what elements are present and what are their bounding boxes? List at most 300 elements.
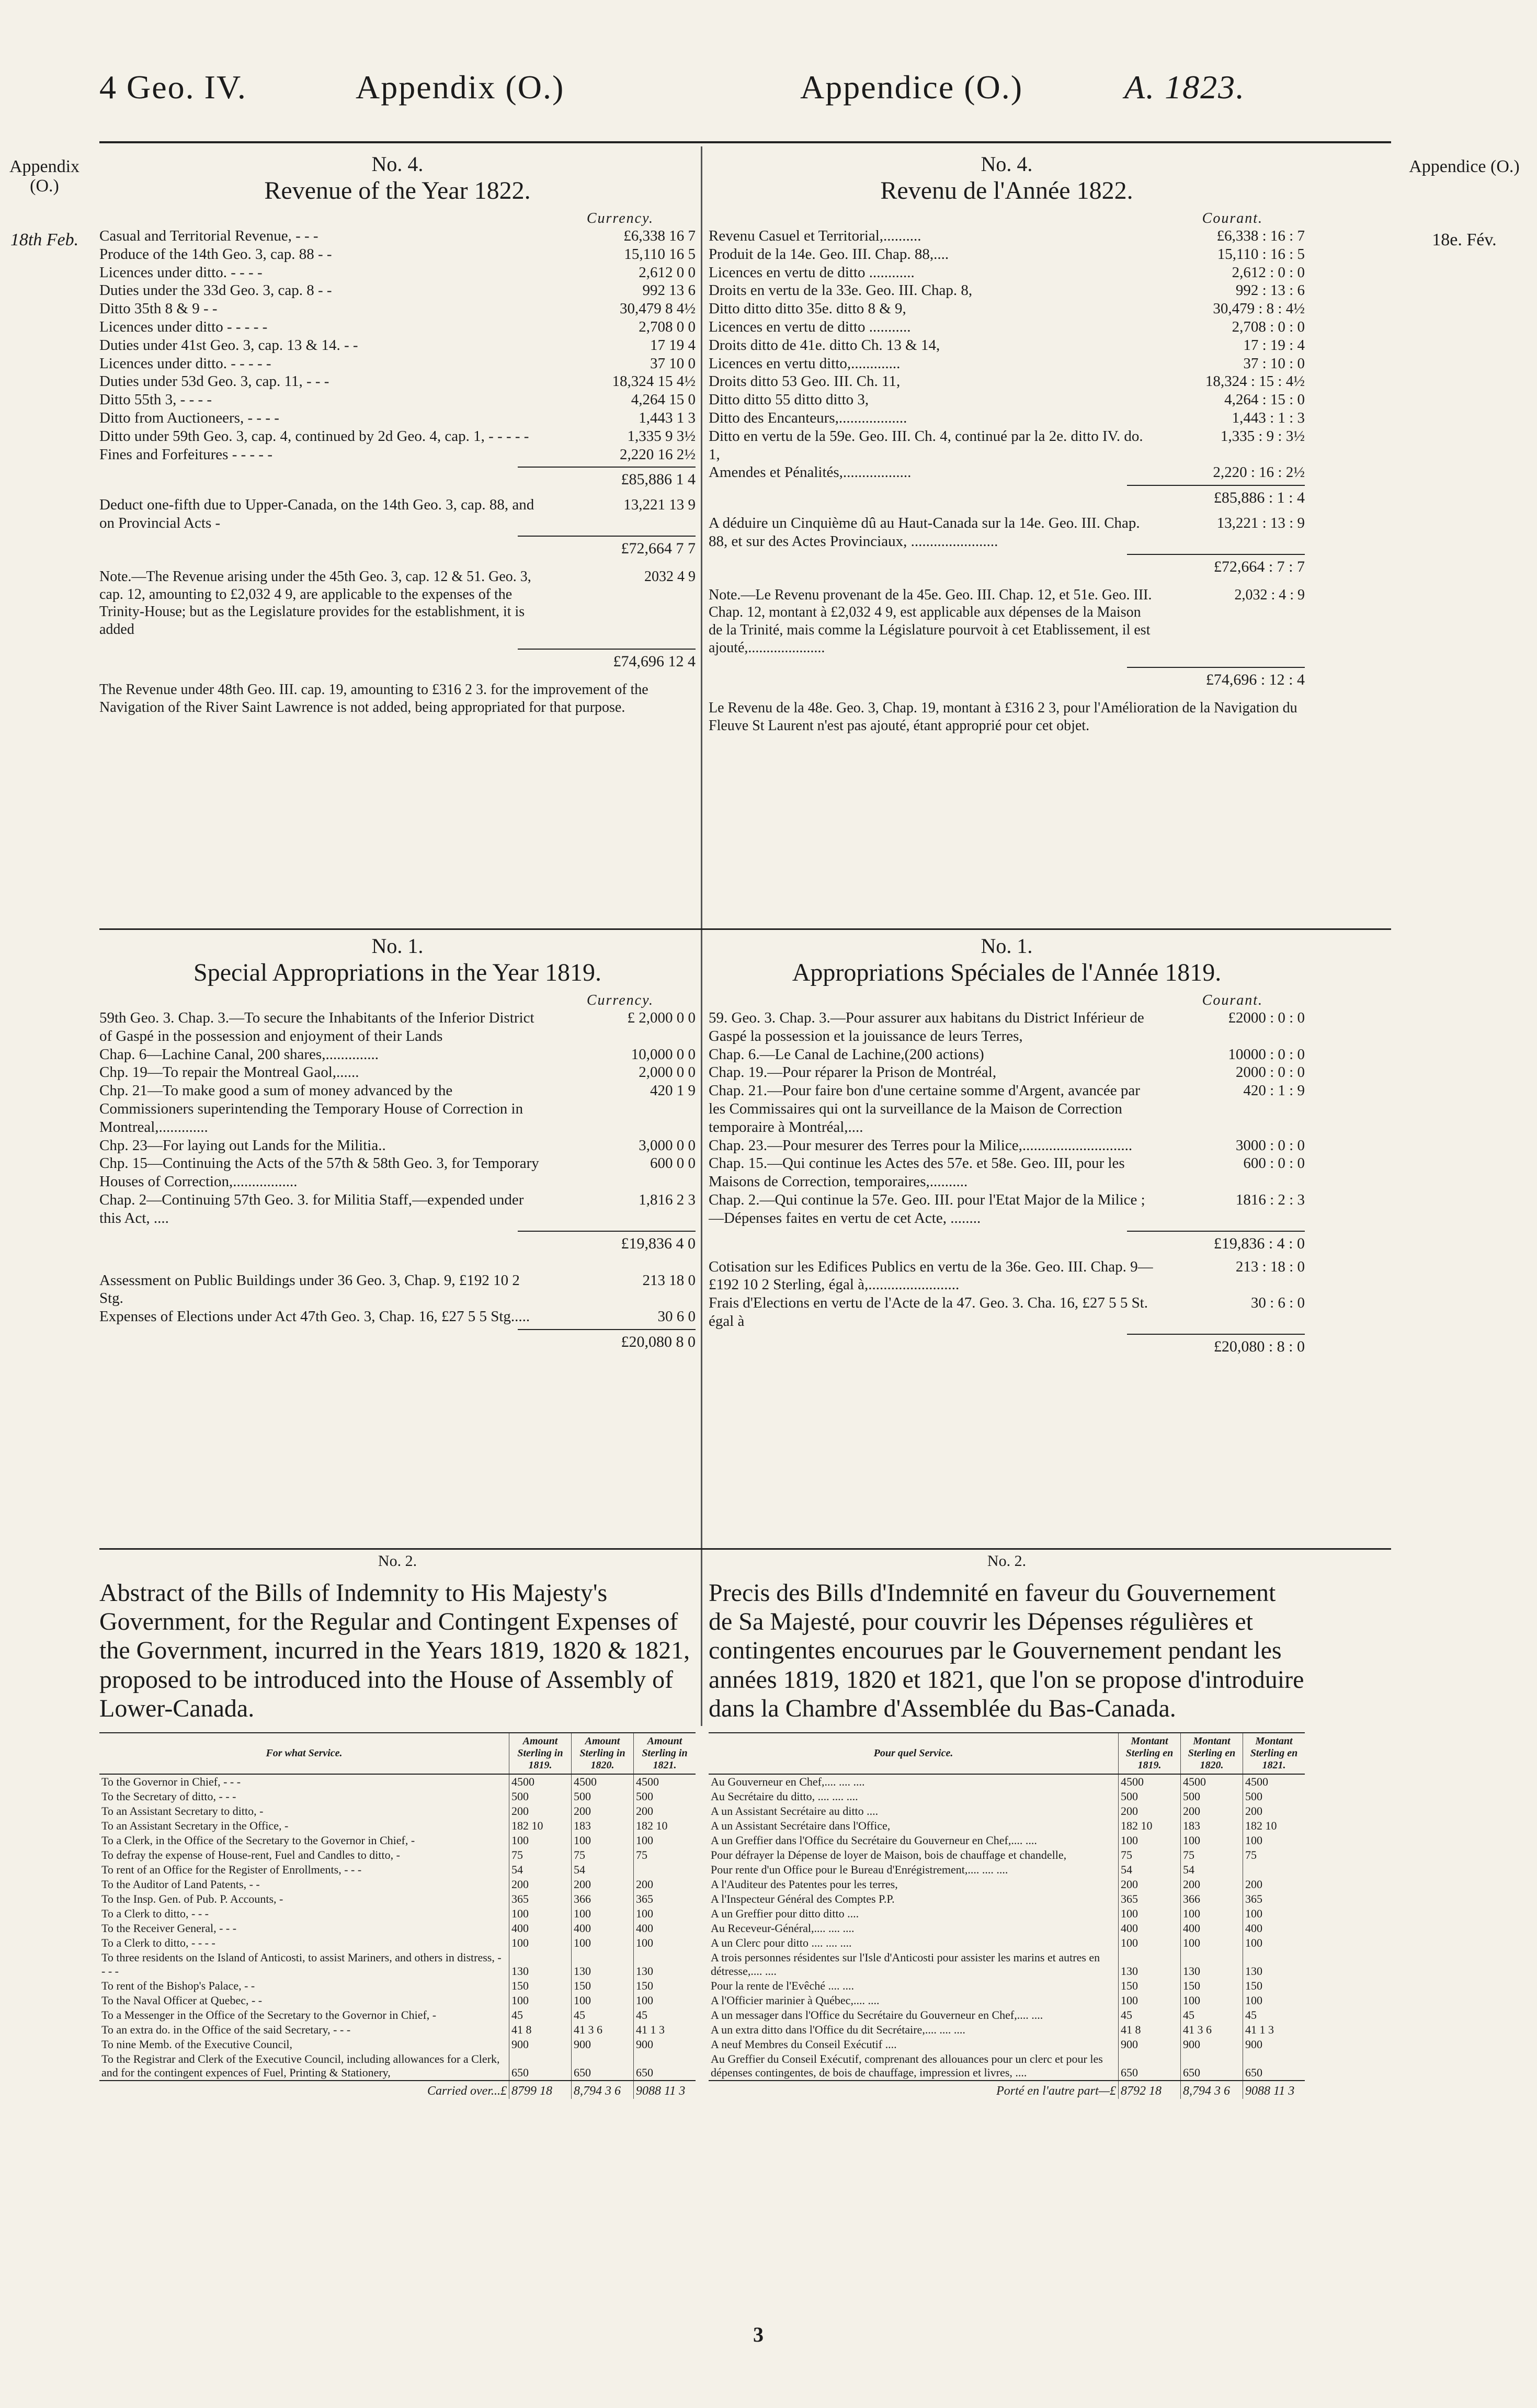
table-row [99, 1877, 696, 1892]
cell-1819: 900 [509, 2037, 572, 2052]
cell-1821: 75 [634, 1848, 696, 1862]
row-amount: 2,612 0 0 [639, 264, 696, 281]
table-row [709, 336, 1305, 355]
cell-1819: 75 [509, 1848, 572, 1862]
row-label: Duties under 53d Geo. 3, cap. 11, - - - [99, 373, 329, 390]
cell-1820: 75 [572, 1848, 634, 1862]
cell-1819: 400 [509, 1921, 572, 1936]
row-amount: 30 : 6 : 0 [1250, 1294, 1305, 1312]
note-text: Note.—Le Revenu provenant de la 45e. Geo. III. Chap. 12, et 51e. Geo. III. Chap. 12, montant à £2,032 4 9, est applicable aux dépenses de la Maison de la Trinité, mais comme la Législature pourvoit à cet Etablissement, il est ajouté,..................... [709, 586, 1152, 656]
cell-1820: 650 [1181, 2052, 1243, 2081]
revenue-en [99, 152, 696, 717]
cell-1820: 100 [1181, 1993, 1243, 2008]
cell-1821: 41 1 3 [1243, 2023, 1305, 2037]
revenue-total: £85,886 1 4 [518, 467, 696, 489]
row-label: Licences en vertu de ditto ........... [709, 318, 911, 335]
header-title-en: Appendix (O.) [356, 69, 565, 106]
col-1819: Montant Sterling en 1819. [1119, 1733, 1181, 1774]
table-row [99, 446, 696, 464]
row-amount: 2000 : 0 : 0 [1235, 1064, 1305, 1081]
table-row [709, 1833, 1305, 1848]
revenue-net: £72,664 7 7 [518, 536, 696, 558]
cell-service: A un Greffier pour ditto ditto .... [711, 1906, 859, 1920]
cell-1821: 100 [634, 1906, 696, 1921]
bills-fr [709, 1552, 1305, 2099]
row-label: Ditto des Encanteurs,.................. [709, 409, 907, 426]
cell-1819: 650 [1119, 2052, 1181, 2081]
carried-1821: 9088 11 3 [634, 2081, 696, 2099]
section-title: Revenue of the Year 1822. [264, 177, 531, 205]
cell-1820: 200 [1181, 1804, 1243, 1819]
cell-1820: 400 [1181, 1921, 1243, 1936]
row-label: Licences under ditto. - - - - [99, 264, 263, 281]
cell-1819: 100 [1119, 1833, 1181, 1848]
extra-row [99, 1308, 696, 1326]
cell-1819: 182 10 [1119, 1819, 1181, 1833]
currency-label: Courant. [1202, 210, 1263, 226]
row-amount: 992 : 13 : 6 [1235, 282, 1305, 299]
row-amount: 420 1 9 [650, 1082, 696, 1099]
cell-1820: 650 [572, 2052, 634, 2081]
table-row [709, 2037, 1305, 2052]
section-title: Revenu de l'Année 1822. [880, 177, 1133, 205]
cell-1821: 100 [1243, 1906, 1305, 1921]
row-amount: £ 2,000 0 0 [627, 1009, 696, 1026]
cell-service: To the Auditor of Land Patents, - - [101, 1877, 260, 1891]
table-row [709, 1009, 1305, 1046]
cell-1821: 900 [634, 2037, 696, 2052]
row-amount: 18,324 : 15 : 4½ [1205, 373, 1305, 390]
row-amount: 17 19 4 [650, 336, 696, 354]
row-amount: 600 : 0 : 0 [1243, 1155, 1305, 1172]
cell-1821: 400 [1243, 1921, 1305, 1936]
cell-service: A l'Officier marinier à Québec,.... .... [711, 1993, 880, 2007]
cell-1819: 100 [1119, 1993, 1181, 2008]
table-row [99, 300, 696, 318]
cell-1821: 100 [1243, 1993, 1305, 2008]
row-label: Licences under ditto. - - - - - [99, 355, 271, 372]
cell-service: To the Registrar and Clerk of the Executive Council, including allowances for a Clerk, and for the contingent expences of Fuel, Printing & Stationery, [101, 2052, 500, 2079]
cell-1819: 100 [509, 1993, 572, 2008]
table-row [709, 1862, 1305, 1877]
cell-1819: 400 [1119, 1921, 1181, 1936]
table-row [99, 409, 696, 427]
table-row [709, 300, 1305, 318]
cell-1819: 650 [509, 2052, 572, 2081]
carried-1820: 8,794 3 6 [572, 2081, 634, 2099]
table-row [709, 1950, 1305, 1979]
cell-service: To an Assistant Secretary in the Office, - [101, 1819, 289, 1832]
row-amount: 600 0 0 [650, 1155, 696, 1172]
cell-1821: 200 [1243, 1877, 1305, 1892]
row-amount: 1,335 9 3½ [627, 427, 696, 445]
table-row [99, 245, 696, 264]
cell-service: To an Assistant Secretary to ditto, - [101, 1804, 264, 1818]
table-row [709, 1191, 1305, 1228]
table-row [709, 281, 1305, 300]
table-row [99, 336, 696, 355]
cell-service: Pour défrayer la Dépense de loyer de Maison, bois de chauffage et chandelle, [711, 1848, 1067, 1861]
table-row [709, 1082, 1305, 1136]
carried-label: Porté en l'autre part—£ [709, 2081, 1119, 2099]
deduct-row [709, 514, 1305, 551]
table-row [99, 227, 696, 245]
cell-1819: 365 [1119, 1892, 1181, 1906]
table-row [709, 1789, 1305, 1804]
row-label: Droits en vertu de la 33e. Geo. III. Chap. 8, [709, 282, 973, 299]
cell-1821 [1243, 1862, 1305, 1877]
col-service: Pour quel Service. [709, 1733, 1119, 1774]
cell-1820: 183 [1181, 1819, 1243, 1833]
deduct-text: Deduct one-fifth due to Upper-Canada, on the 14th Geo. 3, cap. 88, and on Provincial Acts - [99, 496, 534, 532]
cell-1821: 75 [1243, 1848, 1305, 1862]
row-amount: 2,220 16 2½ [620, 446, 696, 463]
table-row [99, 1848, 696, 1862]
table-row [709, 1848, 1305, 1862]
row-amount: 2,612 : 0 : 0 [1232, 264, 1305, 281]
row-label: Produce of the 14th Geo. 3, cap. 88 - - [99, 245, 332, 263]
row-label: Assessment on Public Buildings under 36 Geo. 3, Chap. 9, £192 10 2 Stg. [99, 1271, 520, 1307]
note-text: Note.—The Revenue arising under the 45th Geo. 3, cap. 12 & 51. Geo. 3, cap. 12, amounting to £2,032 4 9, are applicable to the expenses of the Trinity-House; but as the Legislature provides for the establishment, it is added [99, 568, 531, 638]
cell-1821: 500 [634, 1789, 696, 1804]
carried-over-row [99, 2081, 696, 2099]
cell-1820: 41 3 6 [1181, 2023, 1243, 2037]
row-amount: 10000 : 0 : 0 [1228, 1046, 1305, 1063]
table-row [99, 1082, 696, 1136]
cell-1819: 150 [509, 1979, 572, 1993]
revenue-total: £85,886 : 1 : 4 [1127, 485, 1305, 507]
margin-left-date: 18th Feb. [10, 230, 79, 249]
table-row [99, 281, 696, 300]
cell-1820: 200 [572, 1877, 634, 1892]
col-1821: Montant Sterling en 1821. [1243, 1733, 1305, 1774]
cell-service: To rent of an Office for the Register of Enrollments, - - - [101, 1862, 362, 1876]
revenue-fr [709, 152, 1305, 734]
revenue-net: £72,664 : 7 : 7 [1127, 554, 1305, 576]
cell-1819: 4500 [1119, 1774, 1181, 1789]
row-amount: 17 : 19 : 4 [1243, 336, 1305, 354]
extra-row [709, 1258, 1305, 1294]
cell-1821: 365 [634, 1892, 696, 1906]
row-label: Licences under ditto - - - - - [99, 318, 268, 335]
cell-service: To the Naval Officer at Quebec, - - [101, 1993, 263, 2007]
cell-1819: 365 [509, 1892, 572, 1906]
row-amount: 1,443 1 3 [639, 409, 696, 426]
table-row [709, 1906, 1305, 1921]
row-amount: 213 18 0 [642, 1271, 696, 1289]
row-label: 59th Geo. 3. Chap. 3.—To secure the Inhabitants of the Inferior District of Gaspé in the possession and enjoyment of their Lands [99, 1009, 534, 1044]
cell-1820: 100 [1181, 1906, 1243, 1921]
table-row [99, 1921, 696, 1936]
table-row [709, 1892, 1305, 1906]
cell-1821: 4500 [1243, 1774, 1305, 1789]
cell-1820: 4500 [1181, 1774, 1243, 1789]
table-header-row [99, 1733, 696, 1774]
row-label: Chap. 19.—Pour réparer la Prison de Montréal, [709, 1064, 997, 1081]
row-label: Chap. 21.—Pour faire bon d'une certaine somme d'Argent, avancée par les Commissaires qui ont la surveillance de la Maison de Correction temporaire à Montréal,.... [709, 1082, 1140, 1135]
table-row [99, 1191, 696, 1228]
cell-1820: 100 [572, 1993, 634, 2008]
appropriations-total: £20,080 : 8 : 0 [1127, 1334, 1305, 1356]
cell-service: To a Clerk, in the Office of the Secretary to the Governor in Chief, - [101, 1833, 415, 1847]
appropriations-subtotal: £19,836 4 0 [518, 1231, 696, 1253]
row-label: Chap. 6—Lachine Canal, 200 shares,.............. [99, 1046, 379, 1063]
cell-1819: 200 [509, 1804, 572, 1819]
row-amount: 1816 : 2 : 3 [1235, 1191, 1305, 1208]
appropriations-total: £20,080 8 0 [518, 1329, 696, 1351]
section-number: No. 4. [371, 152, 424, 176]
table-row [99, 264, 696, 282]
cell-1821: 130 [634, 1950, 696, 1979]
row-label: Chap. 23.—Pour mesurer des Terres pour la Milice,............................. [709, 1137, 1133, 1154]
cell-1819: 100 [509, 1906, 572, 1921]
cell-service: To nine Memb. of the Executive Council, [101, 2037, 293, 2051]
row-label: Chap. 2.—Qui continue la 57e. Geo. III. pour l'Etat Major de la Milice ;—Dépenses faites en vertu de cet Acte, ........ [709, 1191, 1145, 1226]
table-row [99, 1979, 696, 1993]
row-amount: 15,110 : 16 : 5 [1217, 245, 1305, 263]
cell-1819: 41 8 [509, 2023, 572, 2037]
table-row [99, 1804, 696, 1819]
cell-service: Au Greffier du Conseil Exécutif, comprenant des allouances pour un clerc et pour les dépenses contingentes, de bois de chauffage, impression et livres, .... [711, 2052, 1103, 2079]
cell-1819: 54 [1119, 1862, 1181, 1877]
cell-1821: 200 [1243, 1804, 1305, 1819]
note-row [709, 586, 1305, 656]
table-row [709, 1774, 1305, 1789]
row-amount: 2,708 0 0 [639, 318, 696, 335]
table-row [709, 427, 1305, 464]
cell-1819: 75 [1119, 1848, 1181, 1862]
bills-abstract: Abstract of the Bills of Indemnity to His Majesty's Government, for the Regular and Contingent Expenses of the Government, incurred in the Years 1819, 1820 & 1821, proposed to be introduced into the House of Assembly of Lower-Canada. [99, 1579, 690, 1722]
row-amount: 3000 : 0 : 0 [1235, 1137, 1305, 1154]
note-amount: 2032 4 9 [644, 568, 696, 585]
carried-1821: 9088 11 3 [1243, 2081, 1305, 2099]
cell-1820: 54 [572, 1862, 634, 1877]
deduct-amount: 13,221 : 13 : 9 [1216, 515, 1305, 532]
cell-service: To the Insp. Gen. of Pub. P. Accounts, - [101, 1892, 283, 1905]
cell-1821: 100 [1243, 1833, 1305, 1848]
row-amount: 2,000 0 0 [639, 1064, 696, 1081]
revenue-footnote: Le Revenu de la 48e. Geo. 3, Chap. 19, montant à £316 2 3, pour l'Amélioration de la Navigation du Fleuve St Laurent n'est pas ajouté, étant approprié pour cet objet. [709, 700, 1297, 734]
table-row [709, 2052, 1305, 2081]
table-row [709, 1921, 1305, 1936]
table-row [99, 1154, 696, 1191]
cell-1821: 4500 [634, 1774, 696, 1789]
bills-table [99, 1732, 696, 2099]
table-row [709, 1154, 1305, 1191]
table-row [99, 2023, 696, 2037]
table-row [709, 1137, 1305, 1155]
revenue-grand-total: £74,696 12 4 [518, 649, 696, 671]
cell-service: To a Clerk to ditto, - - - [101, 1906, 209, 1920]
cell-1821: 45 [1243, 2008, 1305, 2023]
cell-1821: 650 [1243, 2052, 1305, 2081]
cell-1819: 182 10 [509, 1819, 572, 1833]
cell-1820: 900 [572, 2037, 634, 2052]
row-label: Ditto ditto 55 ditto ditto 3, [709, 391, 869, 408]
cell-service: A un Greffier dans l'Office du Secrétaire du Gouverneur en Chef,.... .... [711, 1833, 1037, 1847]
cell-service: A un Assistant Secrétaire au ditto .... [711, 1804, 879, 1818]
carried-1819: 8799 18 [509, 2081, 572, 2099]
header-title-fr: Appendice (O.) [800, 69, 1023, 106]
margin-right-date: 18e. Fév. [1432, 230, 1497, 249]
cell-service: A l'Inspecteur Général des Comptes P.P. [711, 1892, 895, 1905]
cell-1820: 130 [1181, 1950, 1243, 1979]
row-label: Ditto ditto ditto 35e. ditto 8 & 9, [709, 300, 906, 317]
cell-service: To the Governor in Chief, - - - [101, 1775, 241, 1788]
cell-1819: 100 [509, 1833, 572, 1848]
table-row [709, 1046, 1305, 1064]
cell-service: To the Receiver General, - - - [101, 1921, 237, 1935]
table-row [709, 372, 1305, 391]
cell-1820: 150 [572, 1979, 634, 1993]
row-label: Ditto under 59th Geo. 3, cap. 4, continued by 2d Geo. 4, cap. 1, - - - - - [99, 427, 529, 445]
row-label: Ditto 55th 3, - - - - [99, 391, 212, 408]
table-row [709, 245, 1305, 264]
table-row [709, 409, 1305, 427]
cell-service: To three residents on the Island of Anticosti, to assist Mariners, and others in distress, - - - - [101, 1950, 502, 1978]
row-label: Licences en vertu ditto,............. [709, 355, 901, 372]
table-row [99, 1063, 696, 1082]
row-amount: 10,000 0 0 [631, 1046, 696, 1063]
table-row [709, 1804, 1305, 1819]
bills-en [99, 1552, 696, 2099]
table-row [99, 1906, 696, 1921]
carried-over-row [709, 2081, 1305, 2099]
cell-service: Au Receveur-Général,.... .... .... [711, 1921, 855, 1935]
row-amount: 18,324 15 4½ [612, 373, 696, 390]
row-label: Cotisation sur les Edifices Publics en vertu de la 36e. Geo. III. Chap. 9—£192 10 2 Sterling, égal à,........................ [709, 1258, 1153, 1293]
section-rule [99, 928, 1391, 930]
cell-1819: 200 [1119, 1877, 1181, 1892]
note-amount: 2,032 : 4 : 9 [1234, 586, 1305, 603]
cell-service: To rent of the Bishop's Palace, - - [101, 1979, 255, 1992]
carried-1820: 8,794 3 6 [1181, 2081, 1243, 2099]
cell-service: A un Clerc pour ditto .... .... .... [711, 1936, 852, 1949]
row-label: Casual and Territorial Revenue, - - - [99, 228, 318, 244]
table-row [709, 1063, 1305, 1082]
cell-1821: 45 [634, 2008, 696, 2023]
table-row [99, 1774, 696, 1789]
table-row [709, 1979, 1305, 1993]
cell-1819: 130 [509, 1950, 572, 1979]
cell-1819: 45 [509, 2008, 572, 2023]
cell-1820: 900 [1181, 2037, 1243, 2052]
table-row [709, 2008, 1305, 2023]
cell-service: To a Messenger in the Office of the Secretary to the Governor in Chief, - [101, 2008, 437, 2021]
revenue-rows [99, 227, 696, 463]
table-row [99, 1936, 696, 1950]
row-label: Droits ditto de 41e. ditto Ch. 13 & 14, [709, 336, 940, 354]
cell-1821 [634, 1862, 696, 1877]
revenue-grand-total: £74,696 : 12 : 4 [1127, 667, 1305, 689]
row-label: Produit de la 14e. Geo. III. Chap. 88,.... [709, 245, 949, 263]
cell-1819: 45 [1119, 2008, 1181, 2023]
row-label: Ditto 35th 8 & 9 - - [99, 300, 218, 317]
table-row [709, 1936, 1305, 1950]
row-amount: 4,264 : 15 : 0 [1224, 391, 1305, 408]
cell-1820: 366 [572, 1892, 634, 1906]
cell-1820: 183 [572, 1819, 634, 1833]
row-label: Revenu Casuel et Territorial,.......... [709, 228, 921, 244]
section-title: Appropriations Spéciales de l'Année 1819. [792, 959, 1222, 986]
cell-1821: 41 1 3 [634, 2023, 696, 2037]
table-row [99, 1993, 696, 2008]
row-amount: 2,220 : 16 : 2½ [1213, 464, 1305, 481]
table-row [709, 1819, 1305, 1833]
cell-1820: 366 [1181, 1892, 1243, 1906]
row-label: Licences en vertu de ditto ............ [709, 264, 915, 281]
currency-label: Currency. [586, 992, 654, 1008]
cell-1819: 200 [1119, 1804, 1181, 1819]
table-row [99, 1862, 696, 1877]
cell-1821: 100 [634, 1993, 696, 2008]
deduct-amount: 13,221 13 9 [623, 496, 696, 514]
cell-1821: 365 [1243, 1892, 1305, 1906]
table-row [99, 427, 696, 446]
row-amount: 992 13 6 [642, 282, 696, 299]
appropriations-en [99, 934, 696, 1351]
margin-right-label: Appendice (O.) [1409, 157, 1520, 176]
row-amount: 3,000 0 0 [639, 1137, 696, 1154]
cell-service: A un extra ditto dans l'Office du dit Secrétaire,.... .... .... [711, 2023, 965, 2036]
row-amount: 1,443 : 1 : 3 [1232, 409, 1305, 426]
table-row [709, 264, 1305, 282]
cell-1820: 54 [1181, 1862, 1243, 1877]
cell-1819: 41 8 [1119, 2023, 1181, 2037]
table-row [709, 2023, 1305, 2037]
row-amount: £6,338 16 7 [623, 228, 696, 244]
table-row [99, 1892, 696, 1906]
table-row [99, 355, 696, 373]
header-year: A. 1823. [1124, 69, 1246, 106]
deduct-text: A déduire un Cinquième dû au Haut-Canada sur la 14e. Geo. III. Chap. 88, et sur des Actes Provinciaux, ....................... [709, 515, 1140, 550]
row-label: Chap. 15.—Qui continue les Actes des 57e. et 58e. Geo. III, pour les Maisons de Correction, temporaires,.......... [709, 1155, 1125, 1190]
table-row [99, 2052, 696, 2081]
table-row [99, 318, 696, 336]
table-row [709, 463, 1305, 482]
cell-1819: 130 [1119, 1950, 1181, 1979]
table-row [99, 1009, 696, 1046]
row-label: Amendes et Pénalités,.................. [709, 464, 912, 481]
bills-abstract: Precis des Bills d'Indemnité en faveur du Gouvernement de Sa Majesté, pour couvrir les Dépenses régulières et contingentes encourues par le Gouvernement pendant les années 1819, 1820 et 1821, que l'on se propose d'introduire dans la Chambre d'Assemblée du Bas-Canada. [709, 1579, 1304, 1722]
cell-1821: 100 [634, 1833, 696, 1848]
row-amount: 1,816 2 3 [639, 1191, 696, 1208]
row-amount: £2000 : 0 : 0 [1228, 1009, 1305, 1026]
table-row [709, 1877, 1305, 1892]
row-amount: 420 : 1 : 9 [1243, 1082, 1305, 1099]
table-row [99, 1137, 696, 1155]
table-row [709, 1993, 1305, 2008]
col-1819: Amount Sterling in 1819. [509, 1733, 572, 1774]
appropriations-fr [709, 934, 1305, 1356]
table-row [99, 1950, 696, 1979]
cell-1820: 500 [1181, 1789, 1243, 1804]
cell-1820: 200 [1181, 1877, 1243, 1892]
cell-1819: 900 [1119, 2037, 1181, 2052]
extra-row [709, 1294, 1305, 1331]
row-label: Droits ditto 53 Geo. III. Ch. 11, [709, 373, 901, 390]
cell-service: To the Secretary of ditto, - - - [101, 1789, 236, 1803]
col-1821: Amount Sterling in 1821. [634, 1733, 696, 1774]
row-amount: 30,479 8 4½ [620, 300, 696, 317]
row-label: Ditto en vertu de la 59e. Geo. III. Ch. 4, continué par la 2e. ditto IV. do. 1, [709, 427, 1143, 463]
cell-1819: 4500 [509, 1774, 572, 1789]
row-label: Fines and Forfeitures - - - - - [99, 446, 272, 463]
section-number: No. 1. [371, 934, 424, 958]
cell-1821: 100 [1243, 1936, 1305, 1950]
row-amount: 30 6 0 [657, 1308, 696, 1325]
cell-1820: 200 [572, 1804, 634, 1819]
